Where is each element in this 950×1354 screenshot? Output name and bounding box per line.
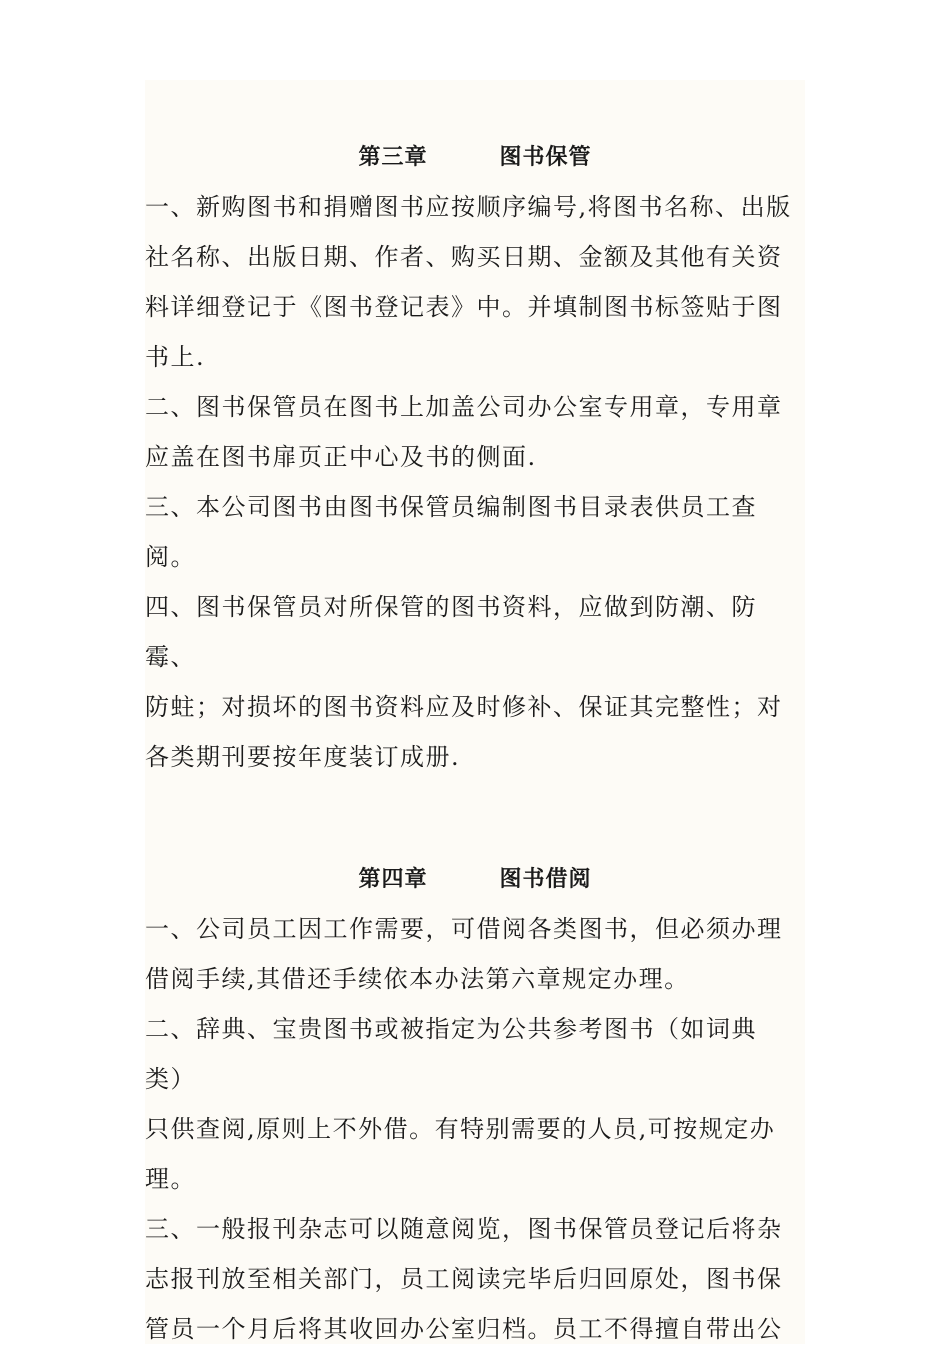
top-spacer [145, 80, 805, 132]
chapter-3-paragraph-4: 四、图书保管员对所保管的图书资料，应做到防潮、防霉、 防蛀；对损坏的图书资料应及时修补、保证其完整性；对 各类期刊要按年度装订成册. [145, 593, 783, 771]
chapter-3-paragraph-2: 二、图书保管员在图书上加盖公司办公室专用章，专用章 应盖在图书扉页正中心及书的侧面. [145, 393, 783, 471]
chapter-spacer [145, 782, 805, 854]
chapter-3-heading [145, 132, 805, 182]
chapter-4-paragraph-3: 三、一般报刊杂志可以随意阅览，图书保管员登记后将杂 志报刊放至相关部门，员工阅读完毕后归回原处，图书保 管员一个月后将其收回办公室归档。员工不得擅自带出公 [145, 1215, 783, 1343]
chapter-4-paragraph-2: 二、辞典、宝贵图书或被指定为公共参考图书（如词典类） 只供查阅,原则上不外借。有特别需要的人员,可按规定办 理。 [145, 1015, 776, 1193]
chapter-3-paragraph-3: 三、本公司图书由图书保管员编制图书目录表供员工查阅。 [145, 493, 757, 571]
document-page [145, 80, 805, 1344]
chapter-4-title: 图书借阅 [499, 866, 592, 892]
chapter-4-number: 第四章 [358, 866, 428, 892]
chapter-4-heading [145, 854, 805, 904]
chapter-3-paragraph-1: 一、新购图书和捐赠图书应按顺序编号,将图书名称、出版 社名称、出版日期、作者、购买日期、金额及其他有关资 料详细登记于《图书登记表》中。并填制图书标签贴于图 书上. [145, 193, 792, 371]
chapter-3-number: 第三章 [358, 144, 428, 170]
chapter-3-title: 图书保管 [499, 144, 592, 170]
chapter-4-paragraph-1: 一、公司员工因工作需要，可借阅各类图书，但必须办理 借阅手续,其借还手续依本办法第六章规定办理。 [145, 915, 783, 993]
